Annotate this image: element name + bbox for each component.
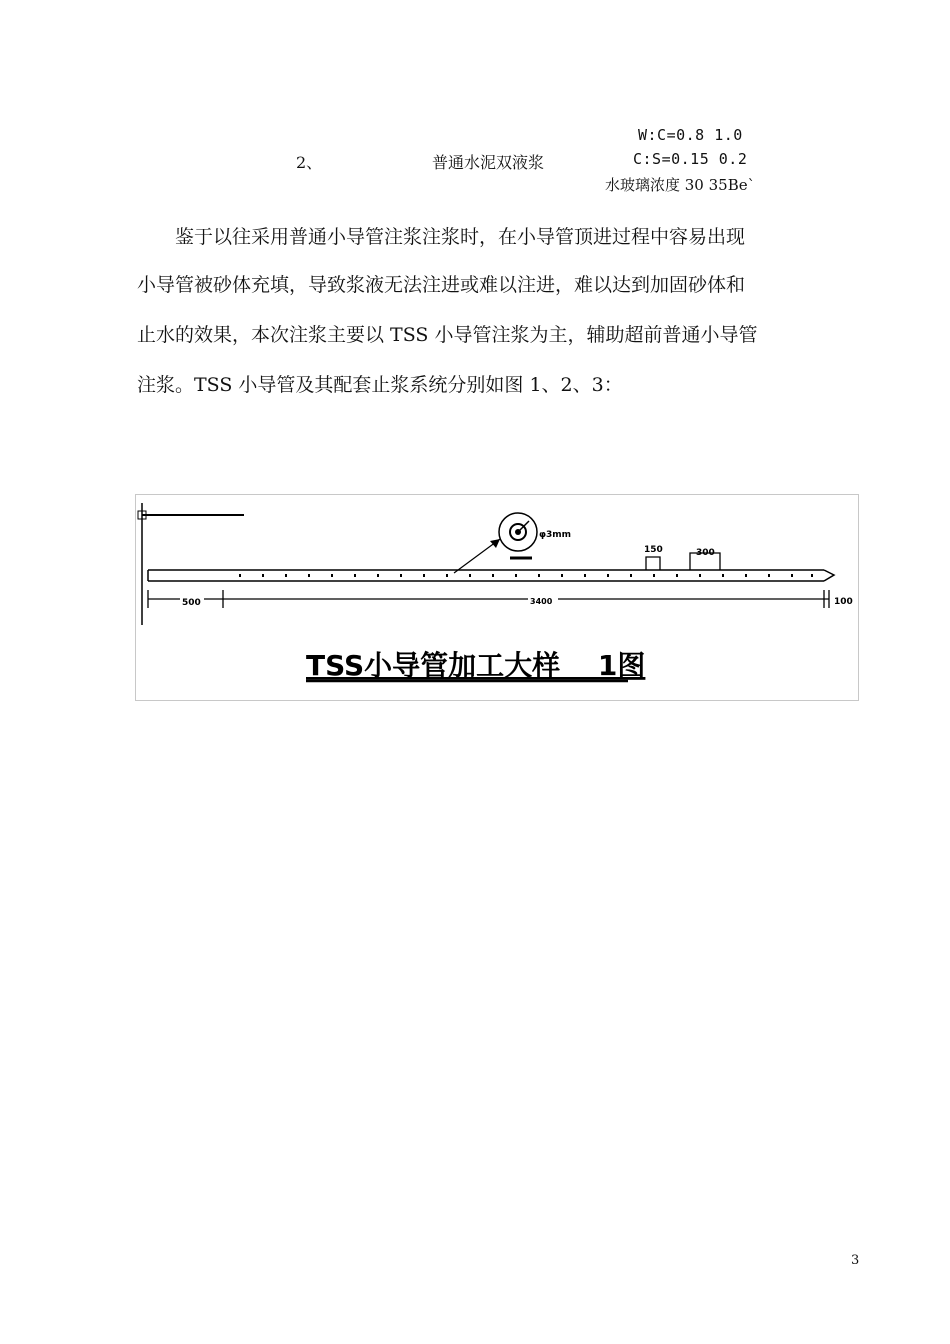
- paragraph-line-2: 小导管被砂体充填，导致浆液无法注进或难以注进，难以达到加固砂体和: [137, 274, 746, 296]
- pipe-body: [148, 570, 834, 581]
- paragraph-line-1: 鉴于以往采用普通小导管注浆注浆时，在小导管顶进过程中容易出现: [137, 226, 746, 248]
- dim-tab1: 150: [644, 545, 663, 555]
- wc-ratio: W:C=0.8 1.0: [638, 126, 743, 144]
- hole-detail-callout: [454, 513, 537, 573]
- page-number: 3: [851, 1253, 860, 1268]
- pipe-drawing: [136, 495, 858, 700]
- paragraph-line-3: 止水的效果，本次注浆主要以 TSS 小导管注浆为主，辅助超前普通小导管: [137, 324, 758, 346]
- dim-tab2: 300: [696, 548, 715, 558]
- figure-tss-pipe-detail: [135, 494, 859, 701]
- dimension-line: [148, 590, 829, 608]
- dim-middle: 3400: [530, 597, 553, 606]
- row-number: 2、: [296, 153, 323, 172]
- dim-right: 100: [834, 597, 853, 607]
- paragraph-line-4: 注浆。TSS 小导管及其配套止浆系统分别如图 1、2、3：: [137, 374, 623, 396]
- grout-type-name: 普通水泥双液浆: [432, 153, 545, 172]
- cs-ratio: C:S=0.15 0.2: [633, 150, 748, 168]
- grout-holes: [239, 574, 813, 577]
- water-glass-concentration: 水玻璃浓度 30 35Be`: [605, 176, 756, 194]
- figure-title: TSS小导管加工大样 1图: [306, 649, 646, 682]
- dim-circle: φ3mm: [539, 530, 572, 540]
- dim-left: 500: [182, 598, 201, 608]
